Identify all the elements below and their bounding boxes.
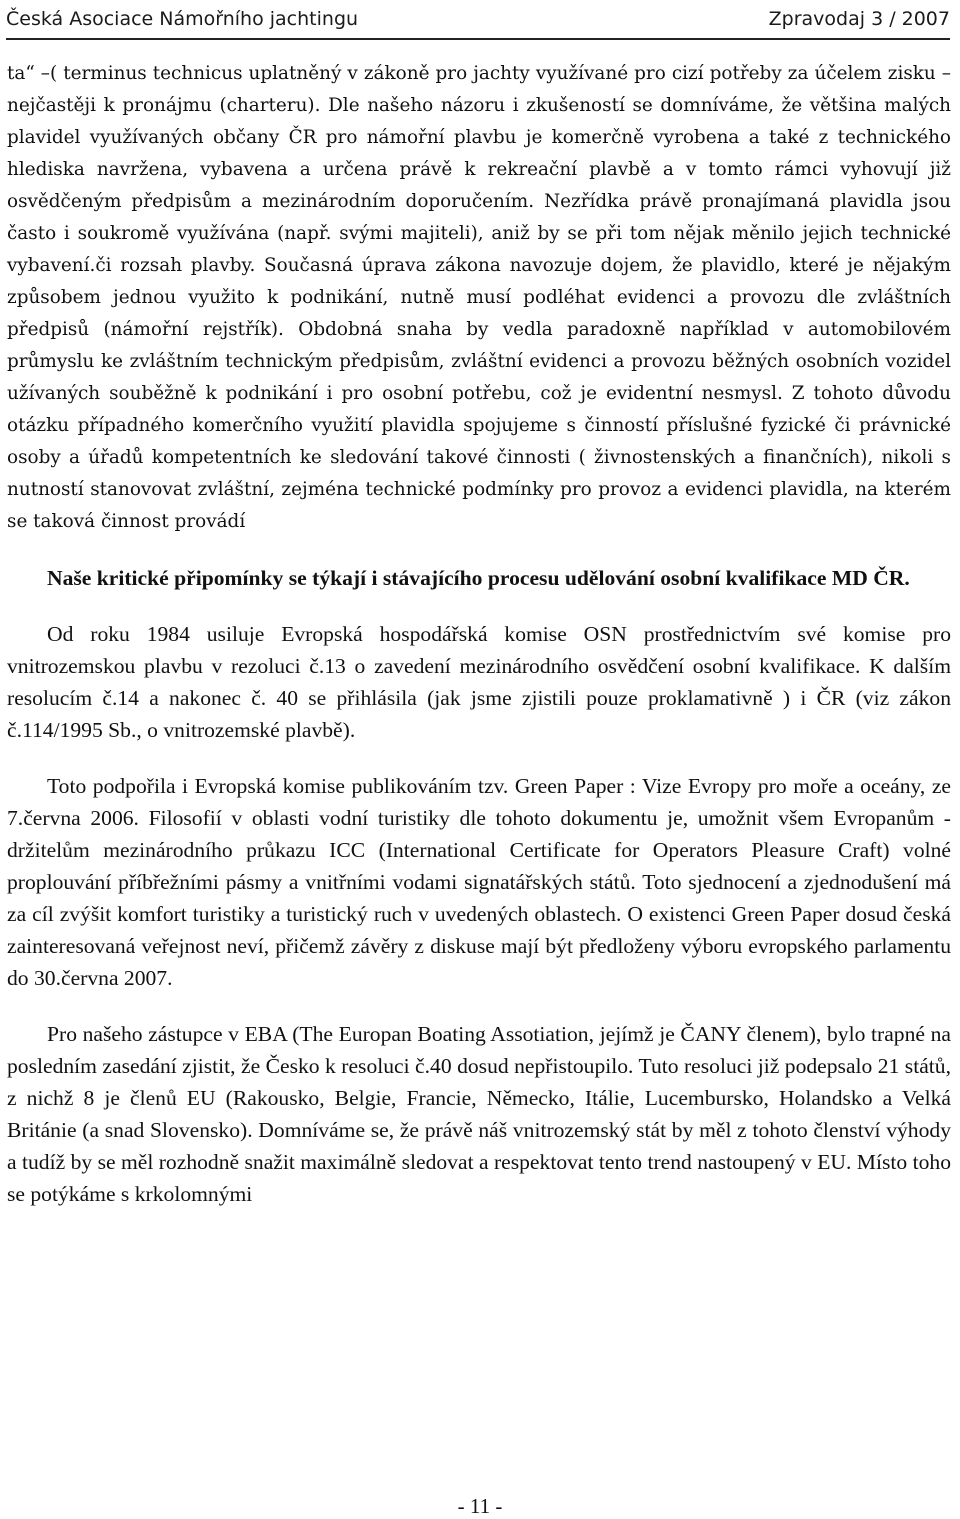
page-number: - 11 -: [457, 1494, 503, 1518]
paragraph-legal-commentary: ta“ –( terminus technicus uplatněný v zákoně pro jachty využívané pro cizí potřeby za účelem zisku – nejčastěji k pronájmu (charteru). Dle našeho názoru i zkušeností se domníváme, že většina malých plavidel využívaných občany ČR pro námořní plavbu je komerčně vyrobena a také z technického hlediska navržena, vybavena a určena právě k rekreační plavbě a v tomto rámci vyhovují již osvědčeným předpisům a mezinárodním doporučením. Nezřídka právě pronajímaná plavidla jsou často i soukromě využívána (např. svými majiteli), aniž by se při tom nějak měnilo jejich technické vybavení.či rozsah plavby. Současná úprava zákona navozuje dojem, že plavidlo, které je nějakým způsobem jednou využito k podnikání, nutně musí podléhat evidenci a provozu dle zvláštních předpisů (námořní rejstřík). Obdobná snaha by vedla paradoxně například v automobilovém průmyslu ke zvláštním technickým předpisům, zvláštní evidenci a provozu běžných osobních vozidel užívaných souběžně k podnikání i pro osobní potřebu, což je evidentní nesmysl. Z tohoto důvodu otázku případného komerčního využití plavidla spojujeme s činností příslušné fyzické či právnické osoby a úřadů kompetentních ke sledování takové činnosti ( živnostenských a finančních), nikoli s nutností stanovovat zvláštní, zejména technické podmínky pro provoz a evidenci plavidla, na kterém se taková činnost provádí: [7, 63, 951, 532]
paragraph-unece-resolution: Od roku 1984 usiluje Evropská hospodářská komise OSN prostřednictvím své komise pro vnitrozemskou plavbu v rezoluci č.13 o zavedení mezinárodního osvědčení osobní kvalifikace. K dalším resolucím č.14 a nakonec č. 40 se přihlásila (jak jsme zjistili pouze proklamativně ) i ČR (viz zákon č.114/1995 Sb., o vnitrozemské plavbě).: [7, 622, 951, 742]
paragraph-eba: Pro našeho zástupce v EBA (The Europan Boating Assotiation, jejímž je ČANY členem), bylo trapné na posledním zasedání zjistit, že Česko k resoluci č.40 dosud nepřistoupilo. Tuto resoluci již podepsalo 21 států, z nichž 8 je členů EU (Rakousko, Belgie, Francie, Německo, Itálie, Lucembursko, Holandsko a Velká Británie (a snad Slovensko). Domníváme se, že právě náš vnitrozemský stát by měl z tohoto členství výhody a tudíž by se měl rozhodně snažit maximálně sledovat a respektovat tento trend nastoupený v EU. Místo toho se potýkáme s krkolomnými: [7, 1022, 951, 1206]
paragraph-critical-heading: Naše kritické připomínky se týkají i stávajícího procesu udělování osobní kvalifikace MD ČR.: [47, 566, 910, 590]
header-issue: Zpravodaj 3 / 2007: [768, 8, 950, 30]
paragraph-green-paper: Toto podpořila i Evropská komise publikováním tzv. Green Paper : Vize Evropy pro moře a oceány, ze 7.června 2006. Filosofií v oblasti vodní turistiky dle tohoto dokumentu je, umožnit všem Evropanům - držitelům mezinárodního průkazu ICC (International Certificate for Operators Pleasure Craft) volné proplouvání příbřežními pásmy a vnitřními vodami signatářských států. Toto sjednocení a zjednodušení má za cíl zvýšit komfort turistiky a turistický ruch v uvedených oblastech. O existenci Green Paper dosud česká zainteresovaná veřejnost neví, přičemž závěry z diskuse mají být předloženy výboru evropského parlamentu do 30.června 2007.: [7, 774, 951, 990]
header-publisher: Česká Asociace Námořního jachtingu: [6, 8, 359, 30]
page-header: [6, 6, 950, 32]
article-body: [7, 58, 951, 1210]
header-divider: [6, 38, 950, 40]
